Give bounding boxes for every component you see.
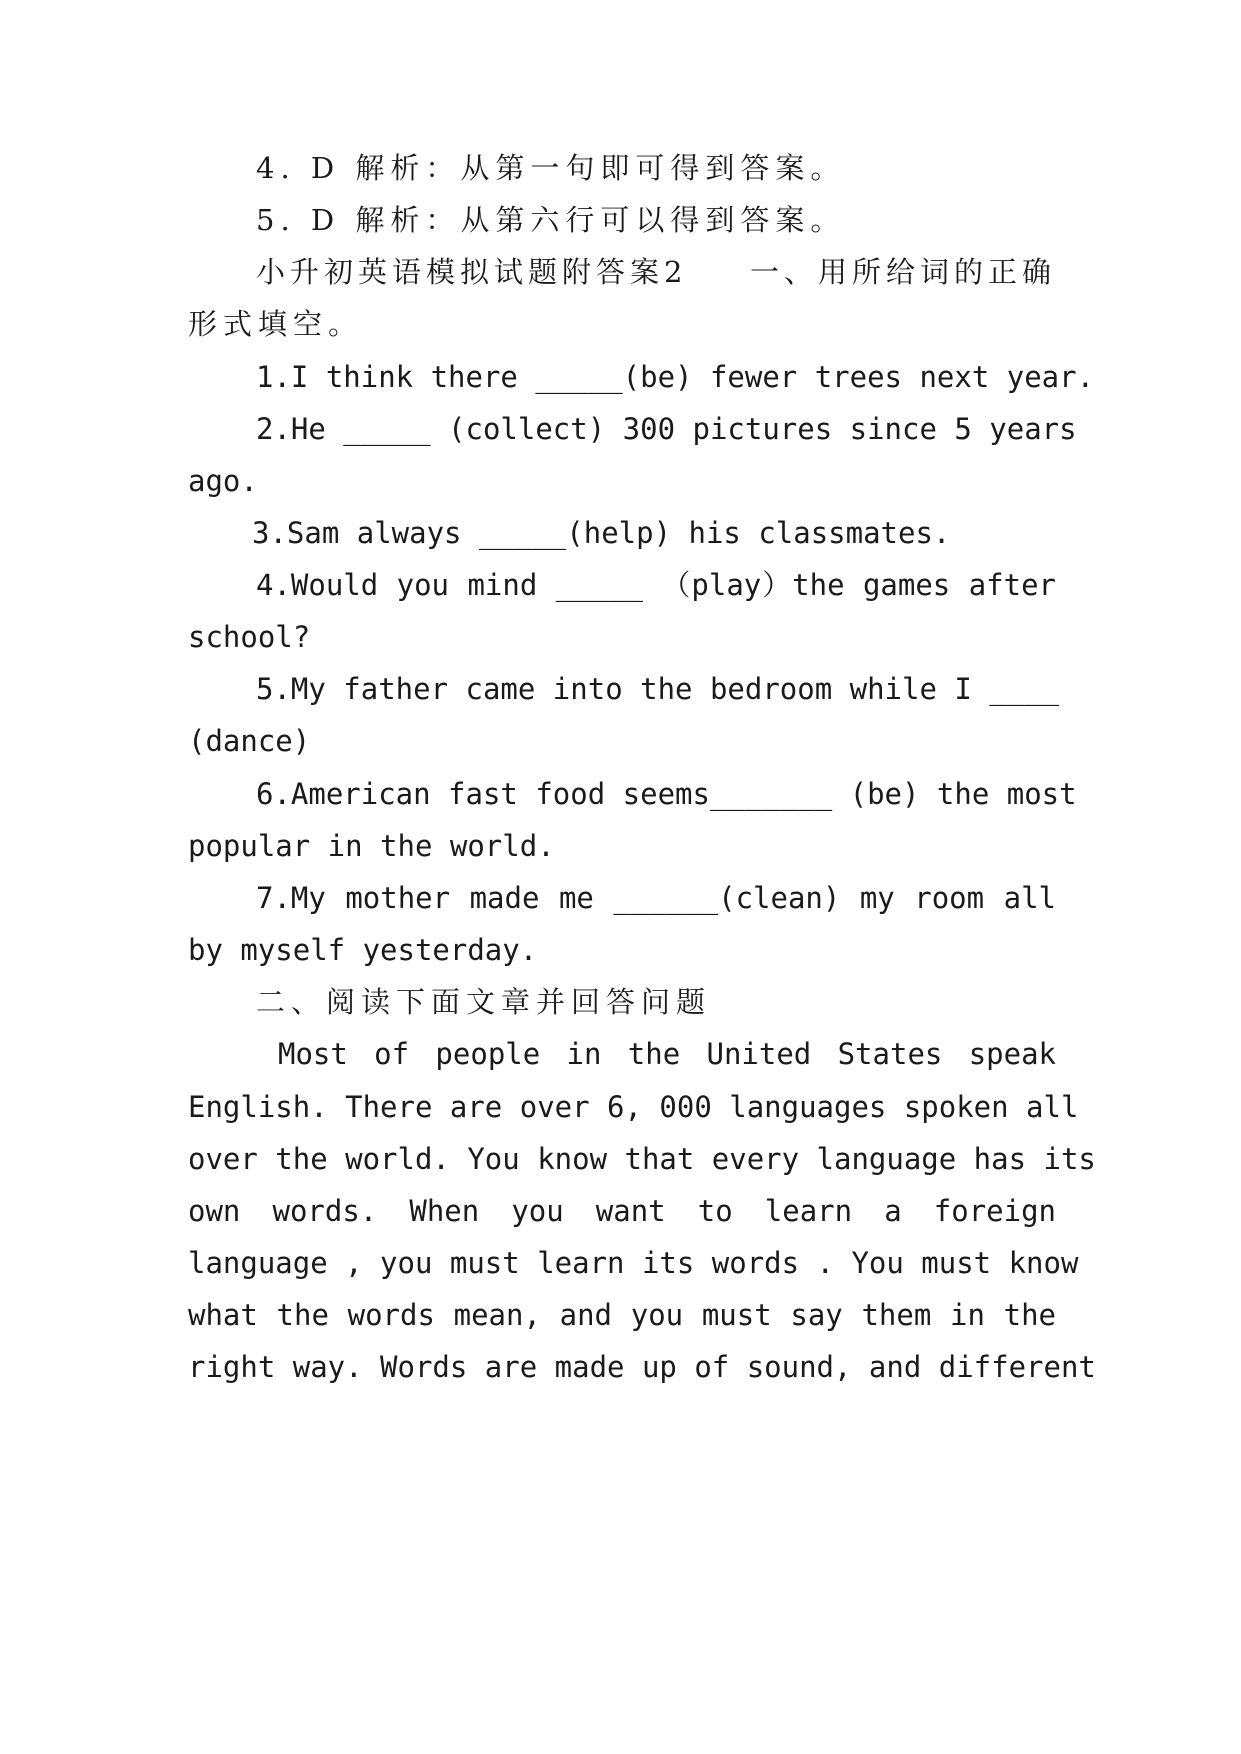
question-3: 3.Sam always _____(help) his classmates. [252, 516, 951, 550]
answer-4: 4. D 解析：从第一句即可得到答案。 [256, 151, 846, 185]
passage-line-1: Most of people in the United States speak [278, 1037, 1056, 1071]
passage-line-3: over the world. You know that every language has its [188, 1142, 1096, 1176]
question-7-continued: by myself yesterday. [188, 933, 538, 967]
question-6: 6.American fast food seems_______ (be) the most [256, 777, 1077, 811]
section1-title-continued: 形式填空。 [188, 307, 364, 341]
question-5: 5.My father came into the bedroom while I ____ [256, 672, 1060, 706]
question-4-continued: school? [188, 620, 311, 654]
section1-heading: 一、用所给词的正确 [749, 255, 1056, 289]
passage-line-2: English. There are over 6, 000 languages spoken all [188, 1090, 1079, 1124]
answer-5: 5. D 解析：从第六行可以得到答案。 [256, 203, 846, 237]
passage-line-7: right way. Words are made up of sound, and different [188, 1350, 1096, 1384]
exam-title: 小升初英语模拟试题附答案2 [256, 255, 688, 289]
question-2-continued: ago. [188, 464, 258, 498]
passage-line-5: language , you must learn its words . You must know [188, 1246, 1079, 1280]
passage-line-6: what the words mean, and you must say them in the [188, 1298, 1056, 1332]
question-2: 2.He _____ (collect) 300 pictures since 5 years [256, 412, 1077, 446]
passage-line-4: own words. When you want to learn a foreign [188, 1194, 1056, 1228]
question-6-continued: popular in the world. [188, 829, 555, 863]
question-1: 1.I think there _____(be) fewer trees next year. [256, 360, 1095, 394]
section1-title [188, 252, 1056, 292]
question-7: 7.My mother made me ______(clean) my room all [256, 881, 1056, 915]
section2-heading: 二、阅读下面文章并回答问题 [256, 985, 712, 1019]
question-4: 4.Would you mind _____ （play）the games after [256, 568, 1056, 602]
question-5-continued: (dance) [188, 724, 311, 758]
